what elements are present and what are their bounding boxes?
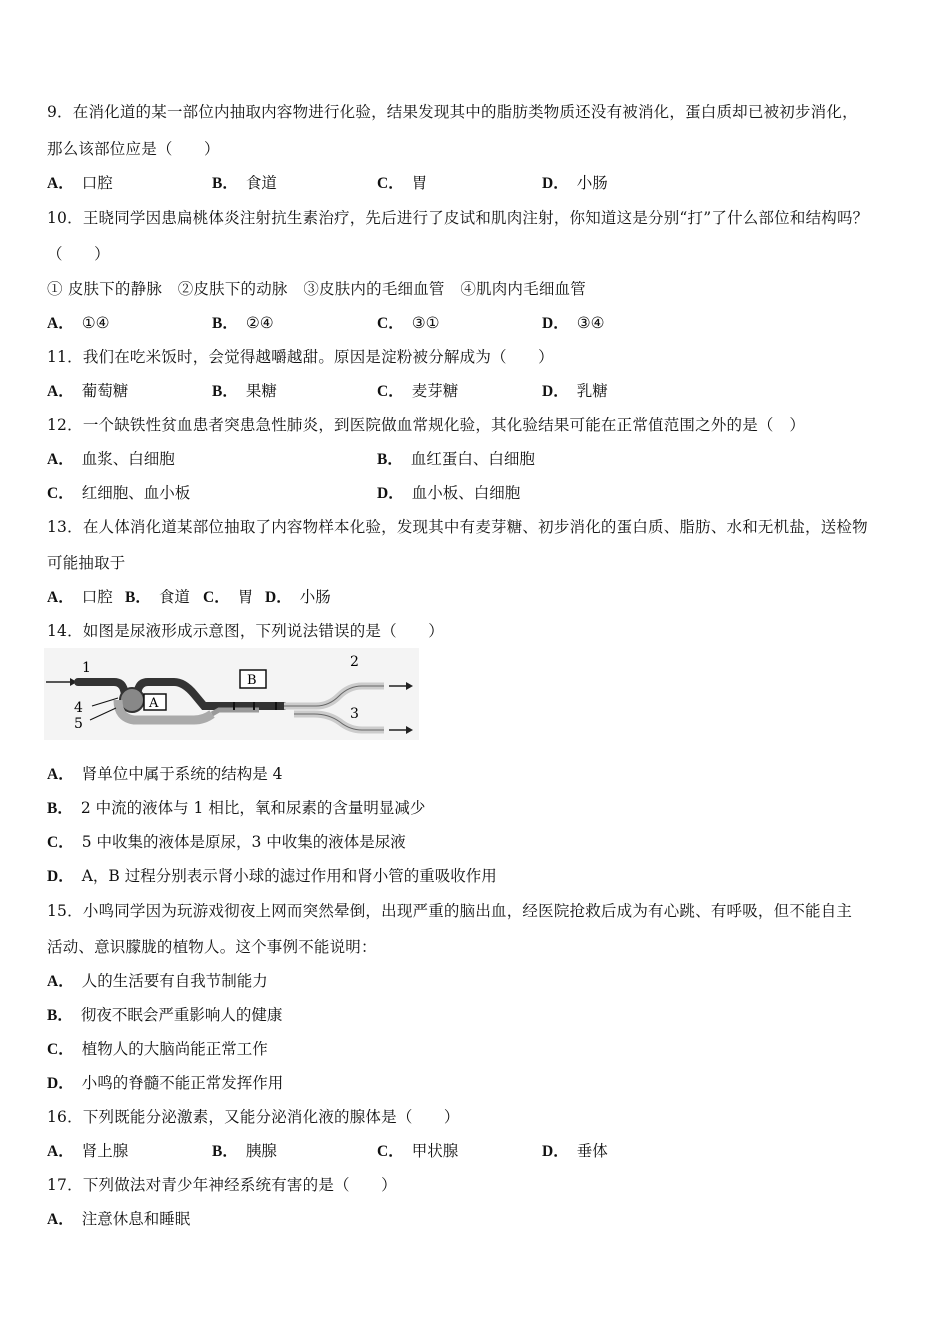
q13-option-c[interactable] [203,587,253,608]
q15-option-b[interactable] [47,1005,282,1026]
option-label: A． [47,451,74,468]
option-text: 小鸣的脊髓不能正常发挥作用 [81,1074,284,1092]
q14-option-d[interactable] [47,866,497,887]
option-text: 血小板、白细胞 [411,484,521,502]
diagram-label-1: 1 [82,660,91,676]
option-label: A． [47,1143,74,1160]
q13-option-d[interactable] [265,587,331,608]
q14-option-c[interactable] [47,832,406,853]
option-label: B． [47,1007,73,1024]
option-text: 胃 [411,174,428,192]
diagram-label-b: B [247,673,257,688]
option-text: 甲状腺 [411,1142,459,1160]
option-label: B． [212,1143,238,1160]
option-text: 乳糖 [576,382,608,400]
q14-option-b[interactable] [47,798,425,819]
q13-option-a[interactable] [47,587,113,608]
option-label: B． [212,175,238,192]
q15-option-d[interactable] [47,1073,283,1094]
option-text: 葡萄糖 [81,382,129,400]
diagram-background [44,648,419,740]
q10-stem-line2: （ ） [47,245,110,263]
option-label: C． [377,1143,404,1160]
diagram-label-5: 5 [74,716,83,732]
q9-stem-line2: 那么该部位应是（ ） [47,140,220,158]
q15-option-c[interactable] [47,1039,268,1060]
q13-stem-line2: 可能抽取于 [47,554,126,572]
q16-option-c[interactable] [377,1141,458,1162]
q16-option-b[interactable] [212,1141,277,1162]
option-label: B． [377,451,403,468]
option-text: 食道 [158,588,190,606]
option-label: A． [47,973,74,990]
q10-option-c[interactable] [377,313,440,334]
q9-option-b[interactable] [212,173,277,194]
q13-option-b[interactable] [125,587,190,608]
q12-option-d[interactable] [377,483,520,504]
q9-option-d[interactable] [542,173,608,194]
option-label: C． [47,834,74,851]
option-label: A． [47,589,74,606]
option-label: C． [377,175,404,192]
option-label: A． [47,766,74,783]
option-text: 红细胞、血小板 [81,484,191,502]
q9-option-a[interactable] [47,173,113,194]
diagram-label-2: 2 [350,654,359,670]
option-text: 果糖 [245,382,277,400]
option-text: 胃 [237,588,254,606]
option-text: 肾上腺 [81,1142,129,1160]
option-text: 食道 [245,174,277,192]
diagram-label-a: A [149,696,159,711]
option-text: 人的生活要有自我节制能力 [81,972,268,990]
q10-option-d[interactable] [542,313,605,334]
option-label: A． [47,175,74,192]
option-text: 小肠 [299,588,331,606]
q9-stem-line1: 9．在消化道的某一部位内抽取内容物进行化验，结果发现其中的脂肪类物质还没有被消化，蛋白质却已被初步消化， [47,103,858,121]
q15-option-a[interactable] [47,971,268,992]
option-text: 垂体 [576,1142,608,1160]
q11-option-d[interactable] [542,381,608,402]
option-text: ①④ [81,314,110,332]
q16-stem: 16．下列既能分泌激素，又能分泌消化液的腺体是（ ） [47,1108,460,1126]
option-label: C． [377,383,404,400]
option-text: 2 中流的液体与 1 相比，氧和尿素的含量明显减少 [80,799,426,817]
q16-option-d[interactable] [542,1141,608,1162]
diagram-label-3: 3 [350,706,359,722]
q12-option-a[interactable] [47,449,175,470]
q11-option-a[interactable] [47,381,128,402]
option-label: C． [47,485,74,502]
q14-option-a[interactable] [47,764,283,785]
q15-stem-line1: 15．小鸣同学因为玩游戏彻夜上网而突然晕倒，出现严重的脑出血，经医院抢救后成为有心跳、有呼吸，但不能自主 [47,902,853,920]
option-label: B． [125,589,151,606]
option-label: A． [47,383,74,400]
option-label: C． [377,315,404,332]
q11-stem: 11．我们在吃米饭时，会觉得越嚼越甜。原因是淀粉被分解成为（ ） [47,348,554,366]
option-label: D． [47,868,74,885]
q10-stem-line1: 10．王晓同学因患扁桃体炎注射抗生素治疗，先后进行了皮试和肌肉注射，你知道这是分别“打”了什么部位和结构吗？ [47,209,869,227]
option-text: A，B 过程分别表示肾小球的滤过作用和肾小管的重吸收作用 [81,867,497,885]
option-label: D． [47,1075,74,1092]
option-text: 植物人的大脑尚能正常工作 [81,1040,268,1058]
q12-option-c[interactable] [47,483,190,504]
option-label: D． [265,589,292,606]
option-text: 口腔 [81,174,113,192]
nephron-diagram [44,648,419,740]
option-text: 血红蛋白、白细胞 [410,450,535,468]
option-label: B． [212,383,238,400]
option-text: 注意休息和睡眠 [81,1210,191,1228]
option-label: B． [47,800,73,817]
option-label: C． [203,589,230,606]
q11-option-b[interactable] [212,381,277,402]
q17-option-a[interactable] [47,1209,190,1230]
q16-option-a[interactable] [47,1141,128,1162]
option-label: B． [212,315,238,332]
option-label: D． [542,1143,569,1160]
option-text: ③④ [576,314,605,332]
option-text: 口腔 [81,588,113,606]
option-text: 血浆、白细胞 [81,450,175,468]
q17-stem: 17．下列做法对青少年神经系统有害的是（ ） [47,1176,397,1194]
q9-option-c[interactable] [377,173,427,194]
option-text: 小肠 [576,174,608,192]
option-text: ③① [411,314,440,332]
q11-option-c[interactable] [377,381,458,402]
option-label: D． [542,175,569,192]
q13-stem-line1: 13．在人体消化道某部位抽取了内容物样本化验，发现其中有麦芽糖、初步消化的蛋白质、脂肪、水和无机盐，送检物 [47,518,868,536]
option-text: 肾单位中属于系统的结构是 4 [81,765,283,783]
q12-stem: 12．一个缺铁性贫血患者突患急性肺炎，到医院做血常规化验，其化验结果可能在正常值范围之外的是（ ） [47,416,806,434]
option-text: 彻夜不眠会严重影响人的健康 [80,1006,283,1024]
option-label: A． [47,1211,74,1228]
q12-option-b[interactable] [377,449,535,470]
option-label: D． [377,485,404,502]
q10-option-a[interactable] [47,313,110,334]
option-label: D． [542,383,569,400]
q10-option-b[interactable] [212,313,274,334]
q10-choices: ① 皮肤下的静脉 ②皮肤下的动脉 ③皮肤内的毛细血管 ④肌肉内毛细血管 [47,280,586,298]
option-text: 5 中收集的液体是原尿，3 中收集的液体是尿液 [81,833,406,851]
q15-stem-line2: 活动、意识朦胧的植物人。这个事例不能说明： [47,938,377,956]
option-text: 麦芽糖 [411,382,459,400]
option-text: ②④ [245,314,274,332]
diagram-label-4: 4 [74,700,83,716]
option-label: A． [47,315,74,332]
option-label: C． [47,1041,74,1058]
option-text: 胰腺 [245,1142,277,1160]
q14-stem: 14．如图是尿液形成示意图，下列说法错误的是（ ） [47,622,444,640]
option-label: D． [542,315,569,332]
